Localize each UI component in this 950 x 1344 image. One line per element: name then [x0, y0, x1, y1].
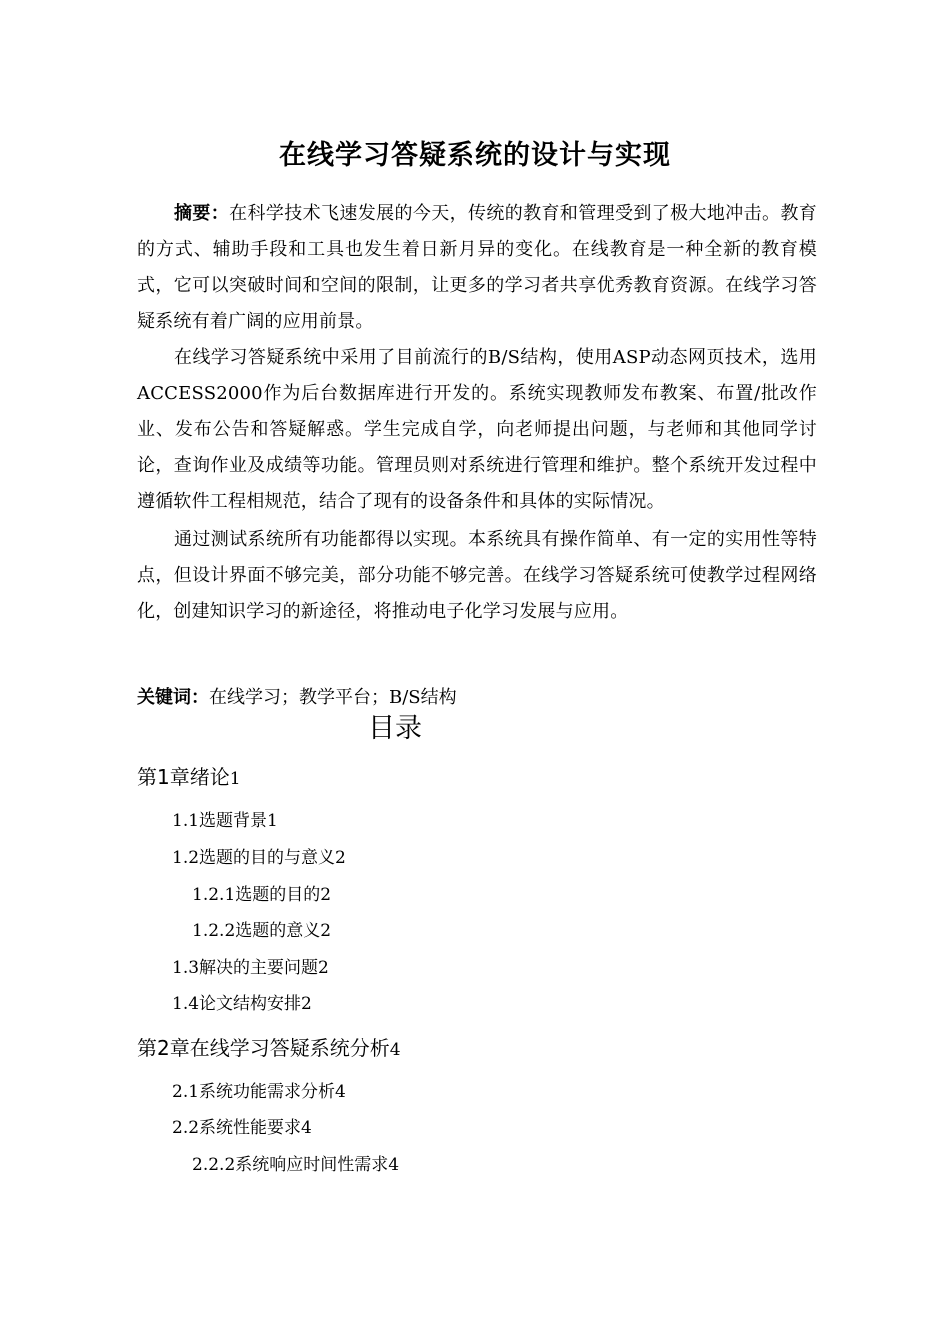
toc-section-1-1[interactable]: 1.1选题背景1 [172, 811, 278, 831]
keywords-label: 关键词： [137, 687, 209, 708]
abstract-label: 摘要： [174, 203, 230, 224]
document-title: 在线学习答疑系统的设计与实现 [279, 140, 671, 171]
keywords-text: 在线学习；教学平台；B/S结构 [209, 687, 457, 708]
toc-subsection-2-2-2[interactable]: 2.2.2系统响应时间性需求4 [192, 1155, 400, 1175]
toc-section-1-3[interactable]: 1.3解决的主要问题2 [172, 958, 329, 978]
toc-chapter-1-page: 1 [229, 769, 241, 789]
toc-section-2-2[interactable]: 2.2系统性能要求4 [172, 1118, 312, 1138]
abstract-paragraph-1 [137, 196, 817, 340]
toc-section-1-2[interactable]: 1.2选题的目的与意义2 [172, 848, 346, 868]
toc-chapter-2-label: 第2章在线学习答疑系统分析 [137, 1036, 390, 1060]
toc-subsection-1-2-2[interactable]: 1.2.2选题的意义2 [192, 921, 332, 941]
abstract-paragraph-3: 通过测试系统所有功能都得以实现。本系统具有操作简单、有一定的实用性等特点，但设计界面不够完美，部分功能不够完善。在线学习答疑系统可使教学过程网络化，创建知识学习的新途径，将推动电子化学习发展与应用。 [137, 529, 817, 622]
toc-chapter-1-label: 第1章绪论 [137, 765, 230, 789]
toc-title: 目录 [368, 713, 422, 744]
toc-chapter-2-page: 4 [389, 1040, 401, 1060]
toc-section-1-4[interactable]: 1.4论文结构安排2 [172, 994, 312, 1014]
toc-section-2-1[interactable]: 2.1系统功能需求分析4 [172, 1082, 346, 1102]
toc-subsection-1-2-1[interactable]: 1.2.1选题的目的2 [192, 885, 332, 905]
abstract-paragraph-2: 在线学习答疑系统中采用了目前流行的B/S结构，使用ASP动态网页技术，选用ACCESS2000作为后台数据库进行开发的。系统实现教师发布教案、布置/批改作业、发布公告和答疑解惑。学生完成自学，向老师提出问题，与老师和其他同学讨论，查询作业及成绩等功能。管理员则对系统进行管理和维护。整个系统开发过程中遵循软件工程相规范，结合了现有的设备条件和具体的实际情况。 [137, 347, 817, 512]
toc-chapter-2[interactable] [137, 1032, 401, 1066]
abstract-text-1: 在科学技术飞速发展的今天，传统的教育和管理受到了极大地冲击。教育的方式、辅助手段和工具也发生着日新月异的变化。在线教育是一种全新的教育模式，它可以突破时间和空间的限制，让更多的学习者共享优秀教育资源。在线学习答疑系统有着广阔的应用前景。 [137, 203, 817, 332]
toc-chapter-1[interactable] [137, 761, 241, 795]
